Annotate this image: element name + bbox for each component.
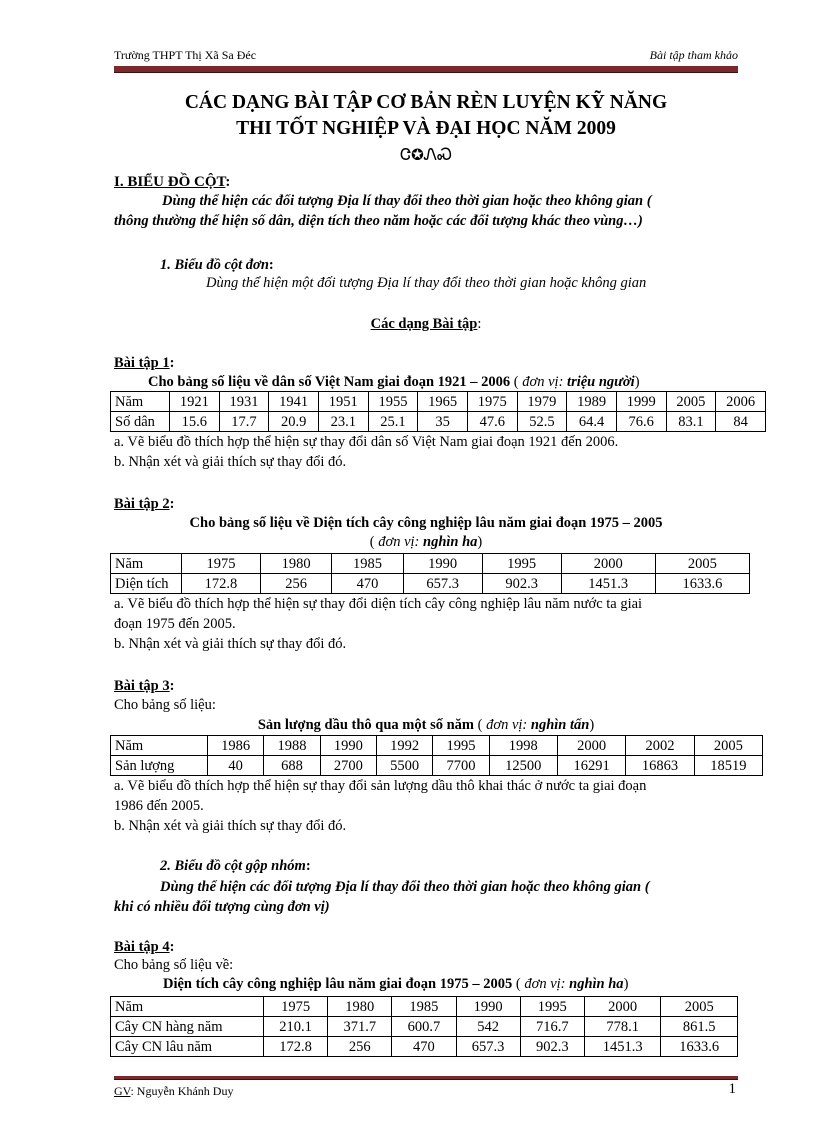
table-cell: 76.6 xyxy=(616,412,666,432)
exercise-2-label: Bài tập 2: xyxy=(114,496,175,512)
table-cell: 1975 xyxy=(264,997,328,1017)
table-cell: 5500 xyxy=(376,756,432,776)
row-header-year: Năm xyxy=(111,997,264,1017)
exercise-4-table xyxy=(110,996,738,1057)
table-cell: 1990 xyxy=(403,554,482,574)
table-row xyxy=(111,997,738,1017)
table-row xyxy=(111,554,750,574)
section-1-heading: I. BIỂU ĐỒ CỘT: xyxy=(114,174,231,190)
table-cell: 470 xyxy=(392,1037,456,1057)
table-cell: 2000 xyxy=(557,736,625,756)
subsection-1-title: 1. Biểu đồ cột đơn: xyxy=(160,257,274,273)
table-cell: 20.9 xyxy=(269,412,319,432)
table-cell: 172.8 xyxy=(264,1037,328,1057)
title-line-1: CÁC DẠNG BÀI TẬP CƠ BẢN RÈN LUYỆN KỸ NĂNG xyxy=(184,92,668,113)
table-cell: 716.7 xyxy=(520,1017,584,1037)
row-header-year: Năm xyxy=(111,554,182,574)
table-cell: 25.1 xyxy=(368,412,418,432)
exercise-1-table xyxy=(110,391,766,432)
table-cell: 657.3 xyxy=(456,1037,520,1057)
table-cell: 1995 xyxy=(433,736,489,756)
table-cell: 172.8 xyxy=(182,574,261,594)
table-cell: 2005 xyxy=(661,997,738,1017)
table-cell: 1980 xyxy=(260,554,331,574)
table-cell: 2005 xyxy=(655,554,749,574)
exercise-2-unit: ( đơn vị: nghìn ha) xyxy=(369,534,483,550)
exercise-2-table xyxy=(110,553,750,594)
exercise-1-question-a: a. Vẽ biểu đồ thích hợp thể hiện sự thay đổi dân số Việt Nam giai đoạn 1921 đến 2006. xyxy=(114,434,619,450)
table-cell: 64.4 xyxy=(567,412,617,432)
table-cell: 1985 xyxy=(332,554,403,574)
table-cell: 16863 xyxy=(626,756,694,776)
table-cell: 35 xyxy=(418,412,468,432)
exercise-2-question-b: b. Nhận xét và giải thích sự thay đổi đó. xyxy=(114,636,347,652)
table-cell: 256 xyxy=(328,1037,392,1057)
table-row xyxy=(111,1037,738,1057)
table-cell: 1992 xyxy=(376,736,432,756)
row-header-area: Diện tích xyxy=(111,574,182,594)
table-cell: 18519 xyxy=(694,756,762,776)
table-cell: 778.1 xyxy=(584,1017,661,1037)
table-cell: 1999 xyxy=(616,392,666,412)
header-divider xyxy=(114,66,738,73)
page-number: 1 xyxy=(728,1081,736,1097)
row-header-output: Sản lượng xyxy=(111,756,208,776)
table-cell: 2002 xyxy=(626,736,694,756)
table-cell: 470 xyxy=(332,574,403,594)
table-cell: 15.6 xyxy=(170,412,220,432)
table-row xyxy=(111,736,763,756)
exercise-1-label: Bài tập 1: xyxy=(114,355,175,371)
exercise-2-question-a: a. Vẽ biểu đồ thích hợp thể hiện sự thay đổi diện tích cây công nghiệp lâu năm nước ta giai xyxy=(114,596,643,612)
table-cell: 902.3 xyxy=(520,1037,584,1057)
table-row xyxy=(111,574,750,594)
table-cell: 12500 xyxy=(489,756,557,776)
subsection-1-desc: Dùng thể hiện một đối tượng Địa lí thay đổi theo thời gian hoặc không gian xyxy=(206,275,647,291)
table-cell: 600.7 xyxy=(392,1017,456,1037)
table-cell: 1985 xyxy=(392,997,456,1017)
exercise-3-question-a-cont: 1986 đến 2005. xyxy=(114,798,204,814)
exercise-3-caption: Sản lượng dầu thô qua một số năm ( đơn vị: nghìn tấn) xyxy=(257,717,595,733)
row-header-year: Năm xyxy=(111,392,170,412)
table-cell: 2005 xyxy=(694,736,762,756)
exercise-4-intro: Cho bảng số liệu về: xyxy=(114,957,234,973)
table-cell: 1633.6 xyxy=(655,574,749,594)
header-doc-type: Bài tập tham khảo xyxy=(649,48,738,62)
exercise-2-caption: Cho bảng số liệu về Diện tích cây công nghiệp lâu năm giai đoạn 1975 – 2005 xyxy=(189,515,663,531)
table-cell: 16291 xyxy=(557,756,625,776)
table-cell: 1990 xyxy=(320,736,376,756)
table-row xyxy=(111,392,766,412)
table-cell: 83.1 xyxy=(666,412,716,432)
title-line-2: THI TỐT NGHIỆP VÀ ĐẠI HỌC NĂM 2009 xyxy=(236,118,616,139)
table-cell: 84 xyxy=(716,412,766,432)
exercise-3-question-a: a. Vẽ biểu đồ thích hợp thể hiện sự thay đổi sản lượng dầu thô khai thác ở nước ta giai đoạn xyxy=(114,778,647,794)
exercise-4-label: Bài tập 4: xyxy=(114,939,175,955)
subsection-2-desc-2: khi có nhiều đối tượng cùng đơn vị) xyxy=(114,899,330,915)
exercise-1-question-b: b. Nhận xét và giải thích sự thay đổi đó. xyxy=(114,454,347,470)
exercise-3-label: Bài tập 3: xyxy=(114,678,175,694)
table-cell: 1451.3 xyxy=(584,1037,661,1057)
section-1-intro: Dùng thể hiện các đối tượng Địa lí thay đổi theo thời gian hoặc theo không gian ( xyxy=(162,193,652,209)
title-ornament: Ꮳ✪ᏁᏍ xyxy=(400,147,452,164)
section-1-intro-2: thông thường thể hiện số dân, diện tích theo năm hoặc các đối tượng khác theo vùng…) xyxy=(114,213,643,229)
table-cell: 23.1 xyxy=(318,412,368,432)
table-cell: 1989 xyxy=(567,392,617,412)
footer-divider xyxy=(114,1076,738,1080)
exercise-3-intro: Cho bảng số liệu: xyxy=(114,697,216,713)
row-header-population: Số dân xyxy=(111,412,170,432)
table-cell: 1975 xyxy=(467,392,517,412)
table-cell: 371.7 xyxy=(328,1017,392,1037)
table-cell: 1988 xyxy=(264,736,320,756)
exercise-1-caption: Cho bảng số liệu về dân số Việt Nam giai đoạn 1921 – 2006 ( đơn vị: triệu người) xyxy=(148,374,640,390)
table-cell: 1979 xyxy=(517,392,567,412)
table-row xyxy=(111,1017,738,1037)
table-cell: 1975 xyxy=(182,554,261,574)
table-cell: 2700 xyxy=(320,756,376,776)
table-cell: 47.6 xyxy=(467,412,517,432)
table-cell: 688 xyxy=(264,756,320,776)
row-header-annual-crops: Cây CN hàng năm xyxy=(111,1017,264,1037)
table-cell: 1995 xyxy=(482,554,561,574)
exercise-4-caption: Diện tích cây công nghiệp lâu năm giai đoạn 1975 – 2005 ( đơn vị: nghìn ha) xyxy=(163,976,629,992)
table-row xyxy=(111,756,763,776)
table-cell: 1998 xyxy=(489,736,557,756)
table-cell: 2006 xyxy=(716,392,766,412)
footer-author: GV: Nguyễn Khánh Duy xyxy=(114,1084,234,1098)
table-cell: 1951 xyxy=(318,392,368,412)
exercise-3-table xyxy=(110,735,763,776)
table-cell: 210.1 xyxy=(264,1017,328,1037)
table-cell: 1955 xyxy=(368,392,418,412)
table-cell: 2000 xyxy=(561,554,655,574)
table-cell: 1921 xyxy=(170,392,220,412)
table-cell: 7700 xyxy=(433,756,489,776)
exercise-types-heading: Các dạng Bài tập: xyxy=(370,316,482,332)
table-cell: 1965 xyxy=(418,392,468,412)
subsection-2-title: 2. Biểu đồ cột gộp nhóm: xyxy=(160,858,311,874)
table-cell: 861.5 xyxy=(661,1017,738,1037)
table-cell: 1451.3 xyxy=(561,574,655,594)
table-cell: 1990 xyxy=(456,997,520,1017)
table-row xyxy=(111,412,766,432)
table-cell: 256 xyxy=(260,574,331,594)
table-cell: 52.5 xyxy=(517,412,567,432)
table-cell: 1931 xyxy=(219,392,269,412)
exercise-2-question-a-cont: đoạn 1975 đến 2005. xyxy=(114,616,236,632)
table-cell: 542 xyxy=(456,1017,520,1037)
exercise-3-question-b: b. Nhận xét và giải thích sự thay đổi đó. xyxy=(114,818,347,834)
table-cell: 1986 xyxy=(208,736,264,756)
table-cell: 1941 xyxy=(269,392,319,412)
table-cell: 40 xyxy=(208,756,264,776)
table-cell: 657.3 xyxy=(403,574,482,594)
table-cell: 1980 xyxy=(328,997,392,1017)
header-school: Trường THPT Thị Xã Sa Đéc xyxy=(114,48,257,62)
table-cell: 17.7 xyxy=(219,412,269,432)
row-header-year: Năm xyxy=(111,736,208,756)
row-header-perennial-crops: Cây CN lâu năm xyxy=(111,1037,264,1057)
table-cell: 2005 xyxy=(666,392,716,412)
subsection-2-desc: Dùng thể hiện các đối tượng Địa lí thay đổi theo thời gian hoặc theo không gian ( xyxy=(160,879,650,895)
table-cell: 2000 xyxy=(584,997,661,1017)
table-cell: 1995 xyxy=(520,997,584,1017)
table-cell: 902.3 xyxy=(482,574,561,594)
table-cell: 1633.6 xyxy=(661,1037,738,1057)
